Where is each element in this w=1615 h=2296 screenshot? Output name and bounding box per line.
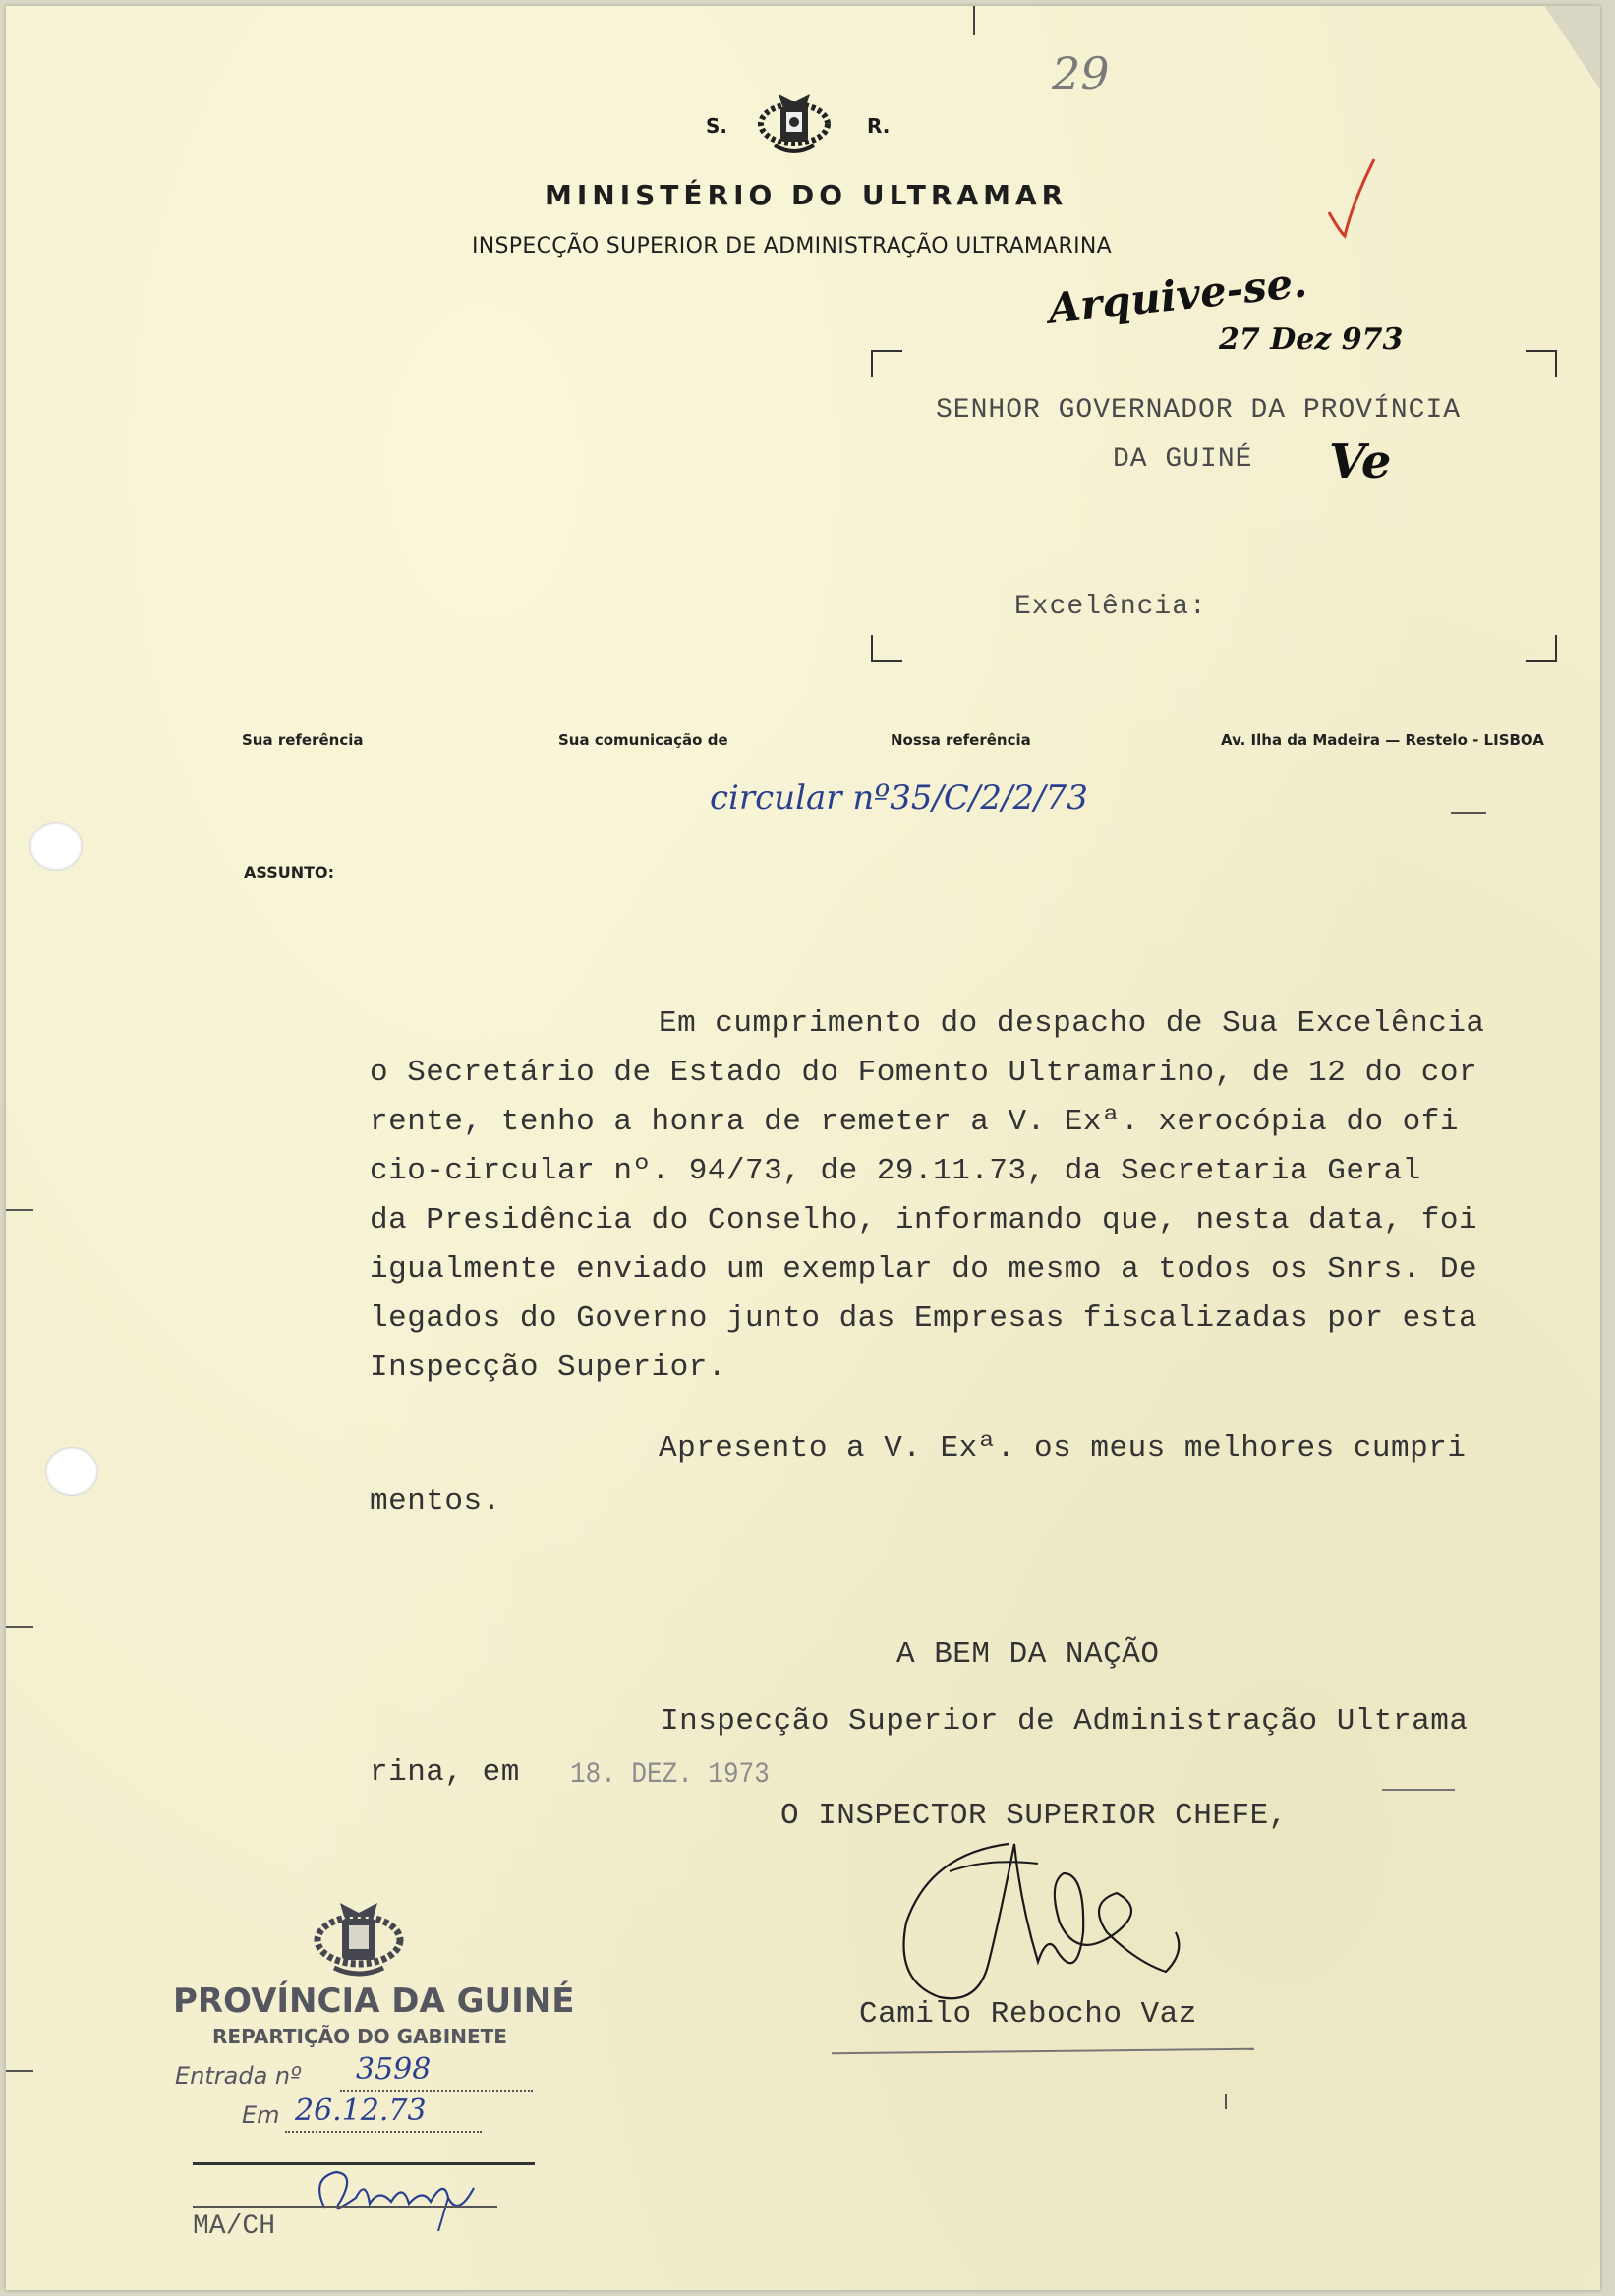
- address-bracket-top-right: [1526, 350, 1557, 377]
- handwritten-footer-initials: [301, 2158, 497, 2237]
- body-line: cio-circular nº. 94/73, de 29.11.73, da Secretaria Geral: [370, 1154, 1421, 1188]
- closing-date-prefix: rina, em: [370, 1755, 520, 1790]
- short-rule: [1382, 1789, 1455, 1791]
- body-line: Inspecção Superior.: [370, 1350, 726, 1385]
- body-line: Apresento a V. Exª. os meus melhores cumpri: [659, 1431, 1467, 1465]
- signatory-name: Camilo Rebocho Vaz: [859, 1997, 1197, 2032]
- typist-initials: MA/CH: [193, 2211, 276, 2242]
- footer-rule: [193, 2206, 497, 2208]
- edge-mark: [6, 1209, 33, 1211]
- signature-underline: [832, 2048, 1254, 2055]
- your-reference-label: Sua referência: [242, 731, 364, 749]
- address-bracket-bottom-right: [1526, 635, 1557, 662]
- stamp-emblem-icon: [305, 1897, 413, 1980]
- closing-institution-line: Inspecção Superior de Administração Ultrama: [661, 1704, 1469, 1739]
- body-line: mentos.: [370, 1484, 501, 1519]
- torn-corner: [1543, 6, 1600, 92]
- stamp-province-line: PROVÍNCIA DA GUINÉ: [173, 1981, 575, 2021]
- document-page: [6, 6, 1600, 2290]
- office-address: Av. Ilha da Madeira — Restelo - LISBOA: [1221, 731, 1544, 749]
- body-line: Em cumprimento do despacho de Sua Excelência: [659, 1006, 1485, 1041]
- body-line: igualmente enviado um exemplar do mesmo a todos os Snrs. De: [370, 1252, 1478, 1287]
- address-line-2: DA GUINÉ: [1113, 444, 1253, 475]
- red-check-mark-icon: [1323, 153, 1382, 242]
- handwritten-signature: [891, 1814, 1205, 2011]
- body-line: o Secretário de Estado do Fomento Ultramarino, de 12 do cor: [370, 1056, 1478, 1090]
- salutation: Excelência:: [1014, 592, 1207, 622]
- coat-of-arms-icon: [749, 88, 839, 159]
- department-title: INSPECÇÃO SUPERIOR DE ADMINISTRAÇÃO ULTRAMARINA: [472, 234, 1113, 258]
- body-line: rente, tenho a honra de remeter a V. Exª. xerocópia do ofi: [370, 1105, 1459, 1139]
- stamp-entry-label: Entrada nº: [175, 2062, 302, 2090]
- stamp-entry-number: 3598: [356, 2052, 432, 2087]
- address-line-1: SENHOR GOVERNADOR DA PROVÍNCIA: [936, 395, 1462, 426]
- punch-hole-top: [29, 822, 83, 871]
- your-communication-label: Sua comunicação de: [558, 731, 728, 749]
- edge-mark: [6, 1626, 33, 1628]
- body-line: da Presidência do Conselho, informando que, nesta data, foi: [370, 1203, 1478, 1237]
- edge-mark: [6, 2070, 33, 2072]
- handwritten-circular-reference: circular nº35/C/2/2/73: [710, 778, 1088, 818]
- ink-mark: [1225, 2094, 1227, 2109]
- letterhead-right-mark: R.: [867, 114, 891, 138]
- fold-line: [973, 6, 975, 35]
- stamp-department-line: REPARTIÇÃO DO GABINETE: [212, 2025, 507, 2048]
- handwritten-archive-note: Arquive-se.: [1046, 258, 1309, 333]
- stamp-date-label: Em: [242, 2101, 280, 2129]
- date-stamp: 18. DEZ. 1973: [570, 1756, 770, 1792]
- stamp-date-underline: [285, 2131, 482, 2133]
- closing-motto: A BEM DA NAÇÃO: [896, 1637, 1160, 1672]
- stamp-date-value: 26.12.73: [295, 2094, 427, 2128]
- address-bracket-bottom-left: [871, 635, 902, 662]
- subject-label: ASSUNTO:: [244, 863, 335, 882]
- punch-hole-bottom: [45, 1447, 98, 1496]
- our-reference-label: Nossa referência: [891, 731, 1031, 749]
- address-bracket-top-left: [871, 350, 902, 377]
- handwritten-archive-date: 27 Dez 973: [1219, 322, 1404, 357]
- stamp-entry-underline: [340, 2090, 533, 2092]
- handwritten-initials: Ve: [1329, 434, 1392, 489]
- ministry-title: MINISTÉRIO DO ULTRAMAR: [545, 179, 1068, 211]
- handwritten-page-number: 29: [1052, 47, 1110, 100]
- signatory-title: O INSPECTOR SUPERIOR CHEFE,: [780, 1799, 1288, 1833]
- body-line: legados do Governo junto das Empresas fiscalizadas por esta: [370, 1301, 1478, 1336]
- short-rule: [1451, 812, 1486, 814]
- letterhead-left-mark: S.: [706, 114, 728, 138]
